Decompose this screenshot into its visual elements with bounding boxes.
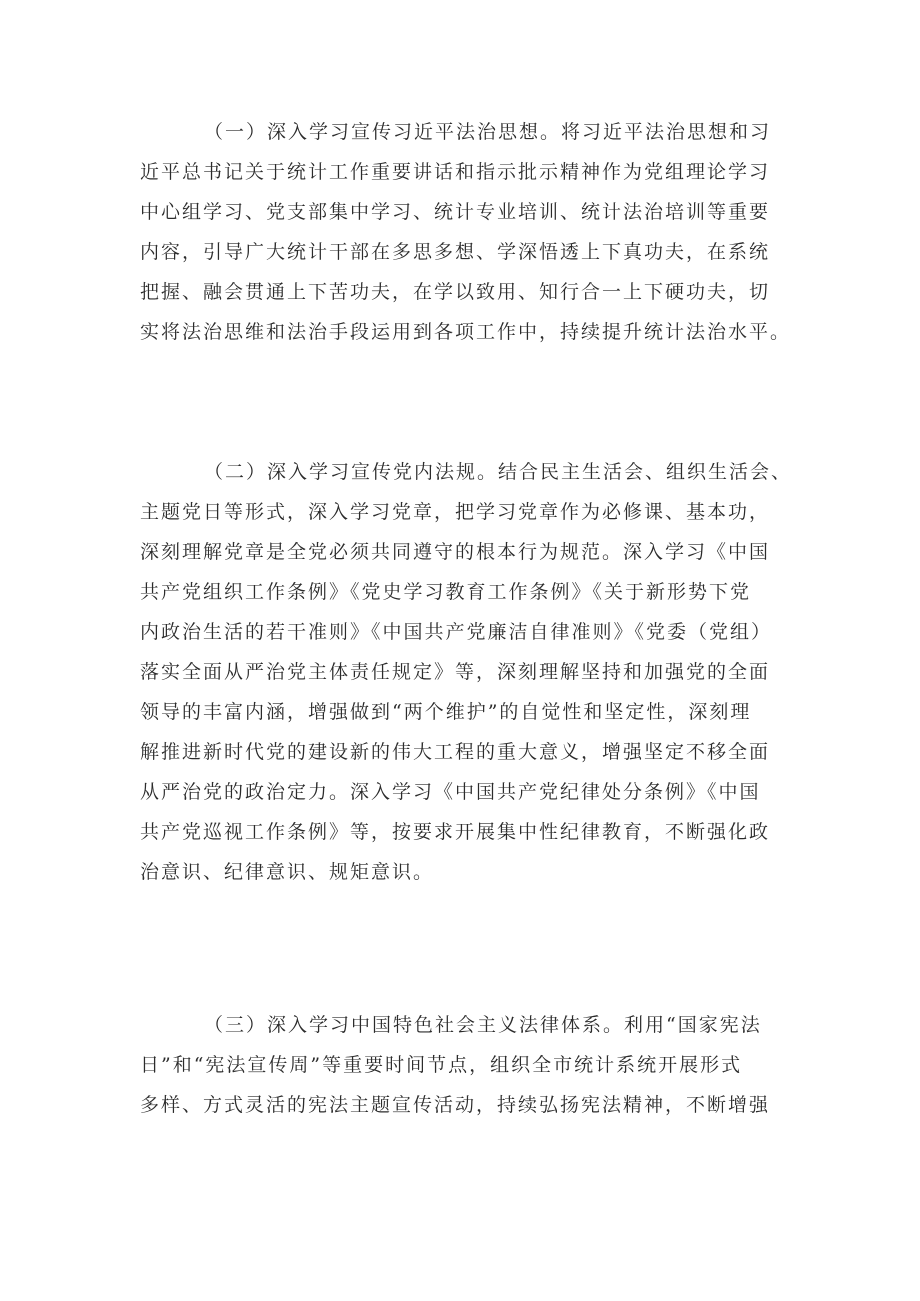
paragraph-line: 解推进新时代党的建设新的伟大工程的重大意义，增强坚定不移全面 xyxy=(140,741,771,763)
paragraph-line: 内政治生活的若干准则》《中国共产党廉洁自律准则》《党委（党组） xyxy=(140,621,773,643)
paragraph-line: 治意识、纪律意识、规矩意识。 xyxy=(140,861,435,883)
paragraph-line: 内容，引导广大统计干部在多思多想、学深悟透上下真功夫，在系统 xyxy=(140,241,771,263)
paragraph-line: 把握、融会贯通上下苦功夫，在学以致用、知行合一上下硬功夫，切 xyxy=(140,281,771,303)
paragraph-line: 共产党巡视工作条例》等，按要求开展集中性纪律教育，不断强化政 xyxy=(140,821,771,843)
paragraph-line: 深刻理解党章是全党必须共同遵守的根本行为规范。深入学习《中国 xyxy=(140,541,771,563)
paragraph-line: （三）深入学习中国特色社会主义法律体系。利用“国家宪法 xyxy=(204,1014,762,1036)
paragraph-line: 领导的丰富内涵，增强做到“两个维护”的自觉性和坚定性，深刻理 xyxy=(140,701,752,723)
paragraph-line: 多样、方式灵活的宪法主题宣传活动，持续弘扬宪法精神，不断增强 xyxy=(140,1094,771,1116)
paragraph-line: 日”和“宪法宣传周”等重要时间节点，组织全市统计系统开展形式 xyxy=(140,1054,743,1076)
paragraph-1 xyxy=(140,112,800,352)
paragraph-line: 从严治党的政治定力。深入学习《中国共产党纪律处分条例》《中国 xyxy=(140,781,761,803)
paragraph-3 xyxy=(140,1005,800,1125)
paragraph-line: 中心组学习、党支部集中学习、统计专业培训、统计法治培训等重要 xyxy=(140,201,771,223)
paragraph-line: 共产党组织工作条例》《党史学习教育工作条例》《关于新形势下党 xyxy=(140,581,752,603)
paragraph-line: 近平总书记关于统计工作重要讲话和指示批示精神作为党组理论学习 xyxy=(140,161,771,183)
paragraph-line: 实将法治思维和法治手段运用到各项工作中，持续提升统计法治水平。 xyxy=(140,321,792,343)
paragraph-line: （一）深入学习宣传习近平法治思想。将习近平法治思想和习 xyxy=(204,121,772,143)
paragraph-2 xyxy=(140,452,800,892)
paragraph-line: 主题党日等形式，深入学习党章，把学习党章作为必修课、基本功， xyxy=(140,501,771,523)
paragraph-line: 落实全面从严治党主体责任规定》等，深刻理解坚持和加强党的全面 xyxy=(140,661,771,683)
paragraph-line: （二）深入学习宣传党内法规。结合民主生活会、组织生活会、 xyxy=(204,461,793,483)
